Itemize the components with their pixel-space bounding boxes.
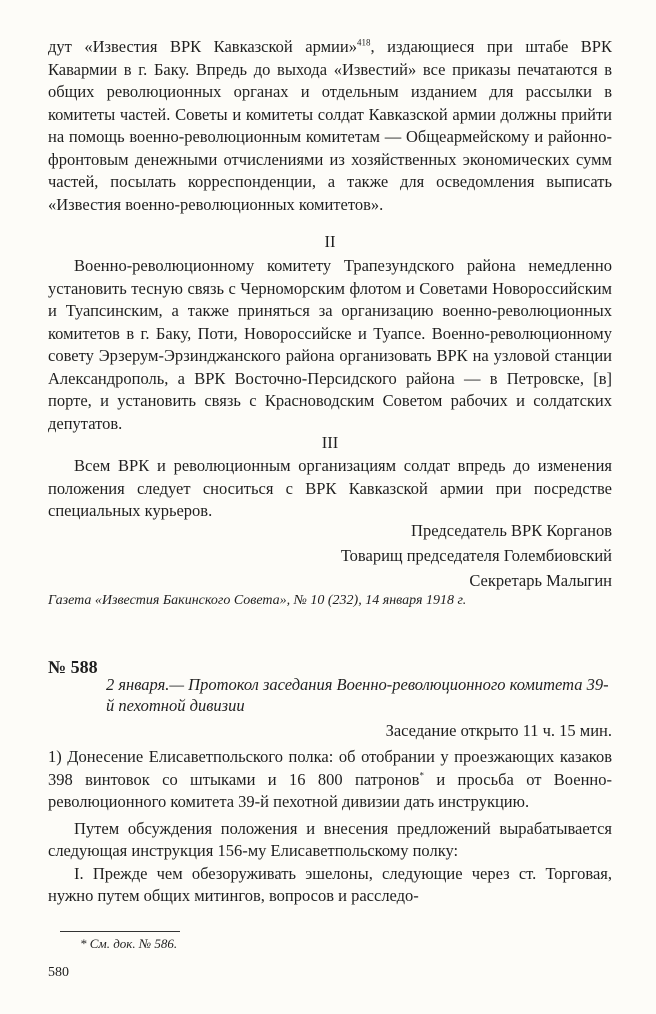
signature-block — [341, 518, 612, 593]
footnote-divider — [60, 931, 180, 932]
footnote-reference: * — [419, 770, 424, 780]
protocol-instruction-i: I. Прежде чем обезоруживать эшелоны, следующие через ст. Торговая, нужно путем общих митингов, вопросов и расследо- — [48, 863, 612, 905]
section-heading-iii: III — [321, 433, 339, 452]
page-number: 580 — [48, 965, 69, 980]
signature-secretary: Секретарь Малыгин — [469, 571, 612, 590]
section-heading-ii: II — [324, 232, 336, 251]
session-opened-line: Заседание открыто 11 ч. 15 мин. — [385, 721, 612, 740]
protocol-body — [48, 746, 612, 908]
protocol-discussion: Путем обсуждения положения и внесения предложений вырабатывается следующая инструкция 156-му Елисаветпольскому полку: — [48, 818, 612, 860]
footnote-reference: 418 — [356, 37, 371, 48]
section-iii-paragraph — [48, 455, 612, 523]
signature-chairman: Председатель ВРК Корганов — [411, 521, 612, 540]
paragraph-text: дут «Известия ВРК Кавказской армии» — [48, 37, 357, 56]
source-citation: Газета «Известия Бакинского Совета», № 10 (232), 14 января 1918 г. — [48, 593, 467, 608]
paragraph-text: и просьба от Военно-революционного комитета 39-й пехотной дивизии дать инструкцию. — [48, 769, 612, 811]
signature-deputy: Товарищ председателя Голембиовский — [340, 546, 612, 565]
paragraph-text: Военно-революционному комитету Трапезундского района немедленно установить тесную связь с Черноморским флотом и Советами Новороссийским и Туапсинским, а также приняться за организацию военно-революционных комитетов в г. Баку, Поти, Новороссийске и Туапсе. Военно-революционному совету Эрзерум-Эрзинджанского района организовать ВРК на узловой станции Александрополь, а ВРК Восточно-Персидского района — в Петровске, [в] порте, и установить связь с Красноводским Советом рабочих и солдатских депутатов. — [48, 256, 612, 433]
paragraph-text: , издающиеся при штабе ВРК Кавармии в г. Баку. Впредь до выхода «Известий» все приказы печатаются в общих революционных органах и отдельным изданием для рассылки в комитеты частей. Советы и комитеты солдат Кавказской армии должны прийти на помощь военно-революционным комитетам — Общеармейскому и районно-фронтовым денежными отчислениями из хозяйственных экономических сумм частей, посылать корреспонденции, а также для осведомления выписать «Известия военно-революционных комитетов». — [48, 37, 612, 214]
top-paragraph — [48, 36, 612, 216]
document-title: 2 января.— Протокол заседания Военно-революционного комитета 39-й пехотной дивизии — [106, 675, 609, 715]
section-ii-paragraph — [48, 255, 612, 435]
paragraph-text: Всем ВРК и революционным организациям солдат впредь до изменения положения следует сноситься с ВРК Кавказской армии при посредстве специальных курьеров. — [48, 456, 612, 520]
protocol-item-1 — [48, 746, 612, 814]
document-number: № 588 — [48, 657, 98, 677]
footnote: * См. док. № 586. — [80, 936, 178, 951]
paragraph-text: 1) Донесение Елисаветпольского полка: об отобрании у проезжающих казаков 398 винтовок со штыками и 16 800 патронов — [48, 747, 612, 789]
